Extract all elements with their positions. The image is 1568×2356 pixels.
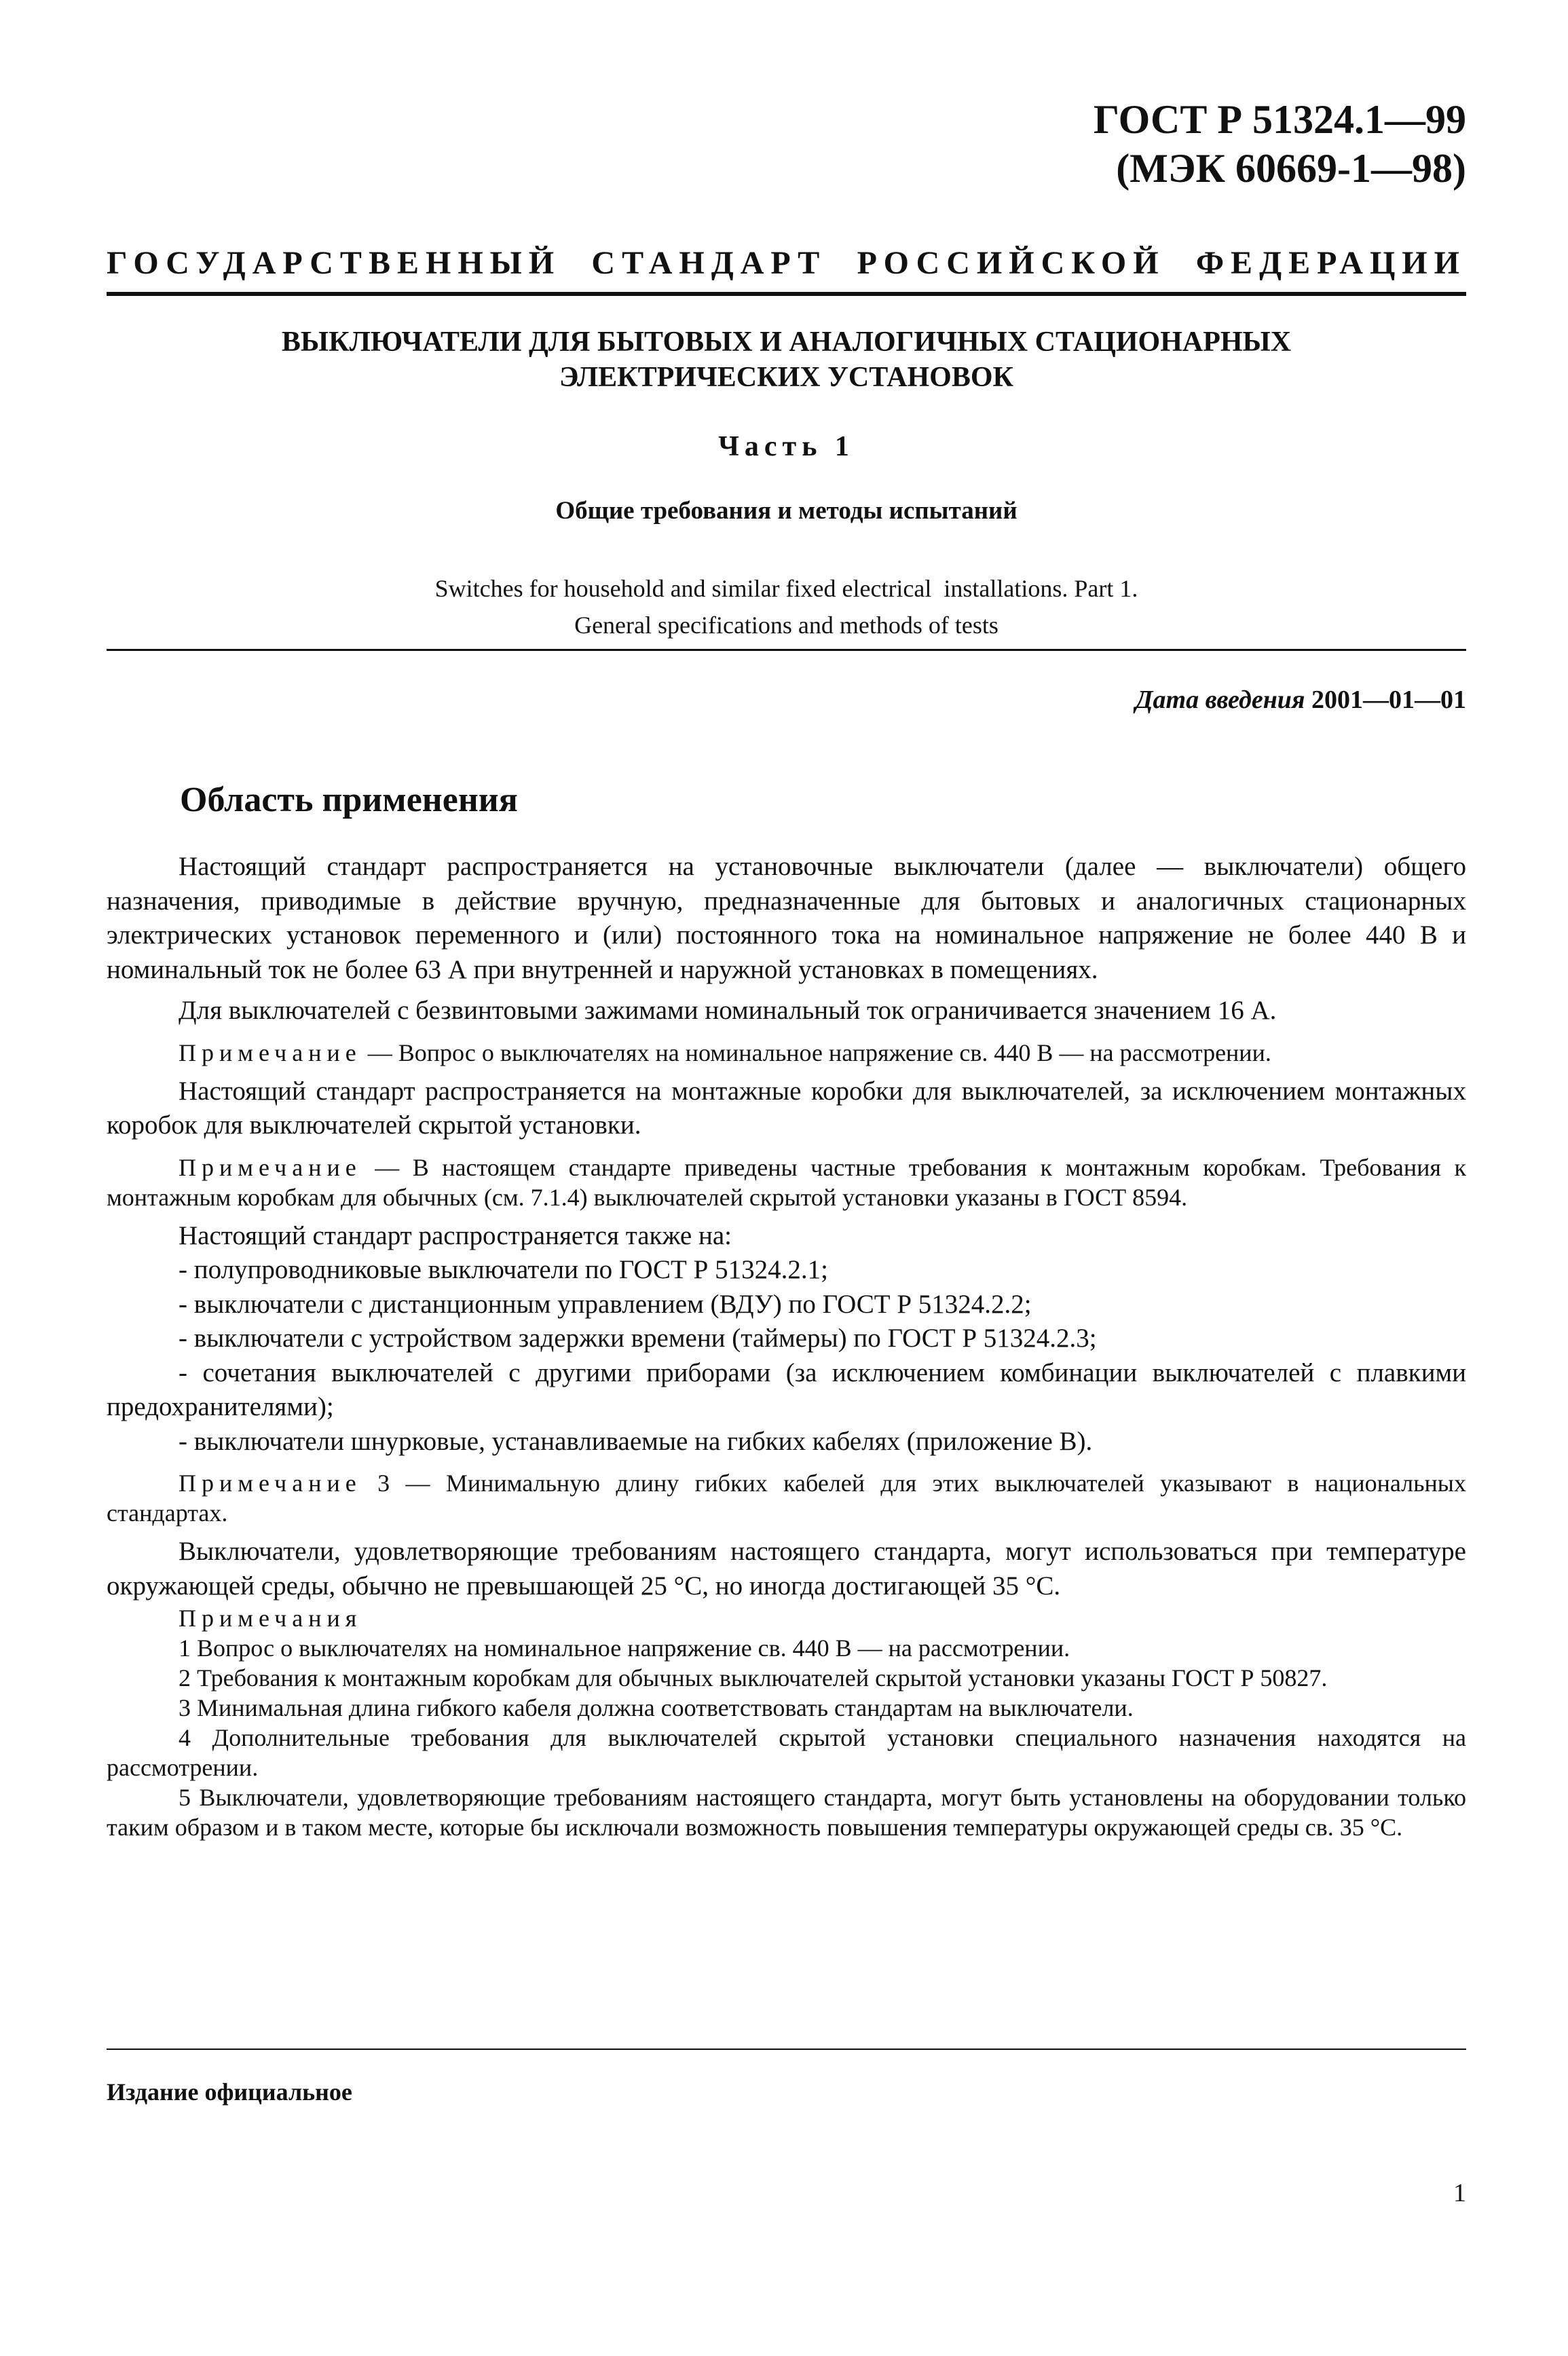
list-item: - выключатели с устройством задержки времени (таймеры) по ГОСТ Р 51324.2.3; bbox=[179, 1324, 1097, 1353]
document-subtitle: Общие требования и методы испытаний bbox=[555, 497, 1018, 525]
note-text: — В настоящем стандарте приведены частные требования к монтажным коробкам. Требования к монтажным коробкам для обычных (см. 7.1.4) выключателей скрытой установки указаны в ГОСТ 8594. bbox=[107, 1153, 1466, 1211]
page-number: 1 bbox=[1453, 2179, 1466, 2207]
official-edition-label: Издание официальное bbox=[107, 2078, 352, 2106]
heading-word: СТАНДАРТ bbox=[591, 245, 827, 281]
introduction-date bbox=[1136, 684, 1466, 715]
heading-word: РОССИЙСКОЙ bbox=[857, 245, 1165, 281]
note-label: Примечание bbox=[179, 1039, 362, 1066]
heading-word: ФЕДЕРАЦИИ bbox=[1195, 245, 1466, 281]
numbered-note: 2 Требования к монтажным коробкам для обычных выключателей скрытой установки указаны ГОСТ Р 50827. bbox=[179, 1664, 1328, 1691]
introduction-date-label: Дата введения bbox=[1135, 686, 1305, 714]
introduction-date-value: 2001—01—01 bbox=[1311, 686, 1466, 714]
body-paragraph: Настоящий стандарт распространяется на установочные выключатели (далее — выключатели) общего назначения, приводимые в действие вручную, предназначенные для бытовых и аналогичных стационарных электрических установок переменного и (или) постоянного тока на номинальное напряжение не более 440 В и номинальный ток не более 63 А при внутренней и наружной установках в помещениях. bbox=[107, 852, 1466, 984]
body-paragraph: Для выключателей с безвинтовыми зажимами номинальный ток ограничивается значением 16 А. bbox=[179, 996, 1277, 1025]
notes-heading bbox=[107, 1603, 1466, 1633]
english-title-line-2: General specifications and methods of tests bbox=[574, 612, 998, 639]
list-item: - полупроводниковые выключатели по ГОСТ Р 51324.2.1; bbox=[179, 1255, 828, 1284]
body-paragraph: Настоящий стандарт распространяется также на: bbox=[179, 1220, 732, 1250]
note-label: Примечание bbox=[179, 1153, 362, 1181]
list-item: - выключатели шнурковые, устанавливаемые на гибких кабелях (приложение В). bbox=[179, 1426, 1093, 1456]
list-item: - сочетания выключателей с другими приборами (за исключением комбинации выключателей с плавкими предохранителями); bbox=[107, 1358, 1466, 1421]
english-title-line-1: Switches for household and similar fixed electrical installations. Part 1. bbox=[434, 575, 1138, 602]
standard-code bbox=[1094, 95, 1466, 193]
standard-code-line-1: ГОСТ Р 51324.1—99 bbox=[1093, 97, 1466, 142]
part-label: Часть 1 bbox=[718, 431, 855, 462]
note-text: 3 — Минимальную длину гибких кабелей для этих выключателей указывают в национальных стандартах. bbox=[107, 1470, 1466, 1527]
numbered-note: 3 Минимальная длина гибкого кабеля должна соответствовать стандартам на выключатели. bbox=[179, 1694, 1134, 1721]
note-text: — Вопрос о выключателях на номинальное напряжение св. 440 В — на рассмотрении. bbox=[361, 1039, 1271, 1066]
document-title-line-2: ЭЛЕКТРИЧЕСКИХ УСТАНОВОК bbox=[559, 362, 1013, 393]
document-title bbox=[107, 324, 1466, 395]
section-title: Область применения bbox=[180, 781, 518, 819]
numbered-note: 4 Дополнительные требования для выключателей скрытой установки специального назначения находятся на рассмотрении. bbox=[107, 1724, 1466, 1781]
footer-divider bbox=[107, 2049, 1466, 2050]
list-item: - выключатели с дистанционным управлением (ВДУ) по ГОСТ Р 51324.2.2; bbox=[179, 1289, 1032, 1319]
document-title-line-1: ВЫКЛЮЧАТЕЛИ ДЛЯ БЫТОВЫХ И АНАЛОГИЧНЫХ СТАЦИОНАРНЫХ bbox=[281, 326, 1292, 358]
notes-heading-label: Примечания bbox=[179, 1605, 362, 1632]
note-paragraph bbox=[107, 1153, 1466, 1212]
note-paragraph bbox=[107, 1468, 1466, 1528]
state-standard-heading bbox=[107, 243, 1466, 284]
standard-code-line-2: (МЭК 60669-1—98) bbox=[1116, 146, 1466, 191]
note-paragraph bbox=[107, 1038, 1466, 1068]
note-label: Примечание bbox=[179, 1470, 362, 1497]
body-paragraph: Настоящий стандарт распространяется на монтажные коробки для выключателей, за исключением монтажных коробок для выключателей скрытой установки. bbox=[107, 1076, 1466, 1140]
document-body bbox=[107, 850, 1466, 1842]
heading-word: ГОСУДАРСТВЕННЫЙ bbox=[107, 245, 561, 281]
numbered-note: 5 Выключатели, удовлетворяющие требованиям настоящего стандарта, могут быть установлены на оборудовании только таким образом и в таком месте, которые бы исключали возможность повышения температуры окружающей среды св. 35 °С. bbox=[107, 1784, 1466, 1841]
body-paragraph: Выключатели, удовлетворяющие требованиям настоящего стандарта, могут использоваться при температуре окружающей среды, обычно не превышающей 25 °С, но иногда достигающей 35 °С. bbox=[107, 1537, 1466, 1601]
english-title bbox=[107, 570, 1466, 643]
heading-divider bbox=[107, 292, 1466, 296]
title-divider bbox=[107, 649, 1466, 651]
numbered-note: 1 Вопрос о выключателях на номинальное напряжение св. 440 В — на рассмотрении. bbox=[179, 1634, 1070, 1662]
